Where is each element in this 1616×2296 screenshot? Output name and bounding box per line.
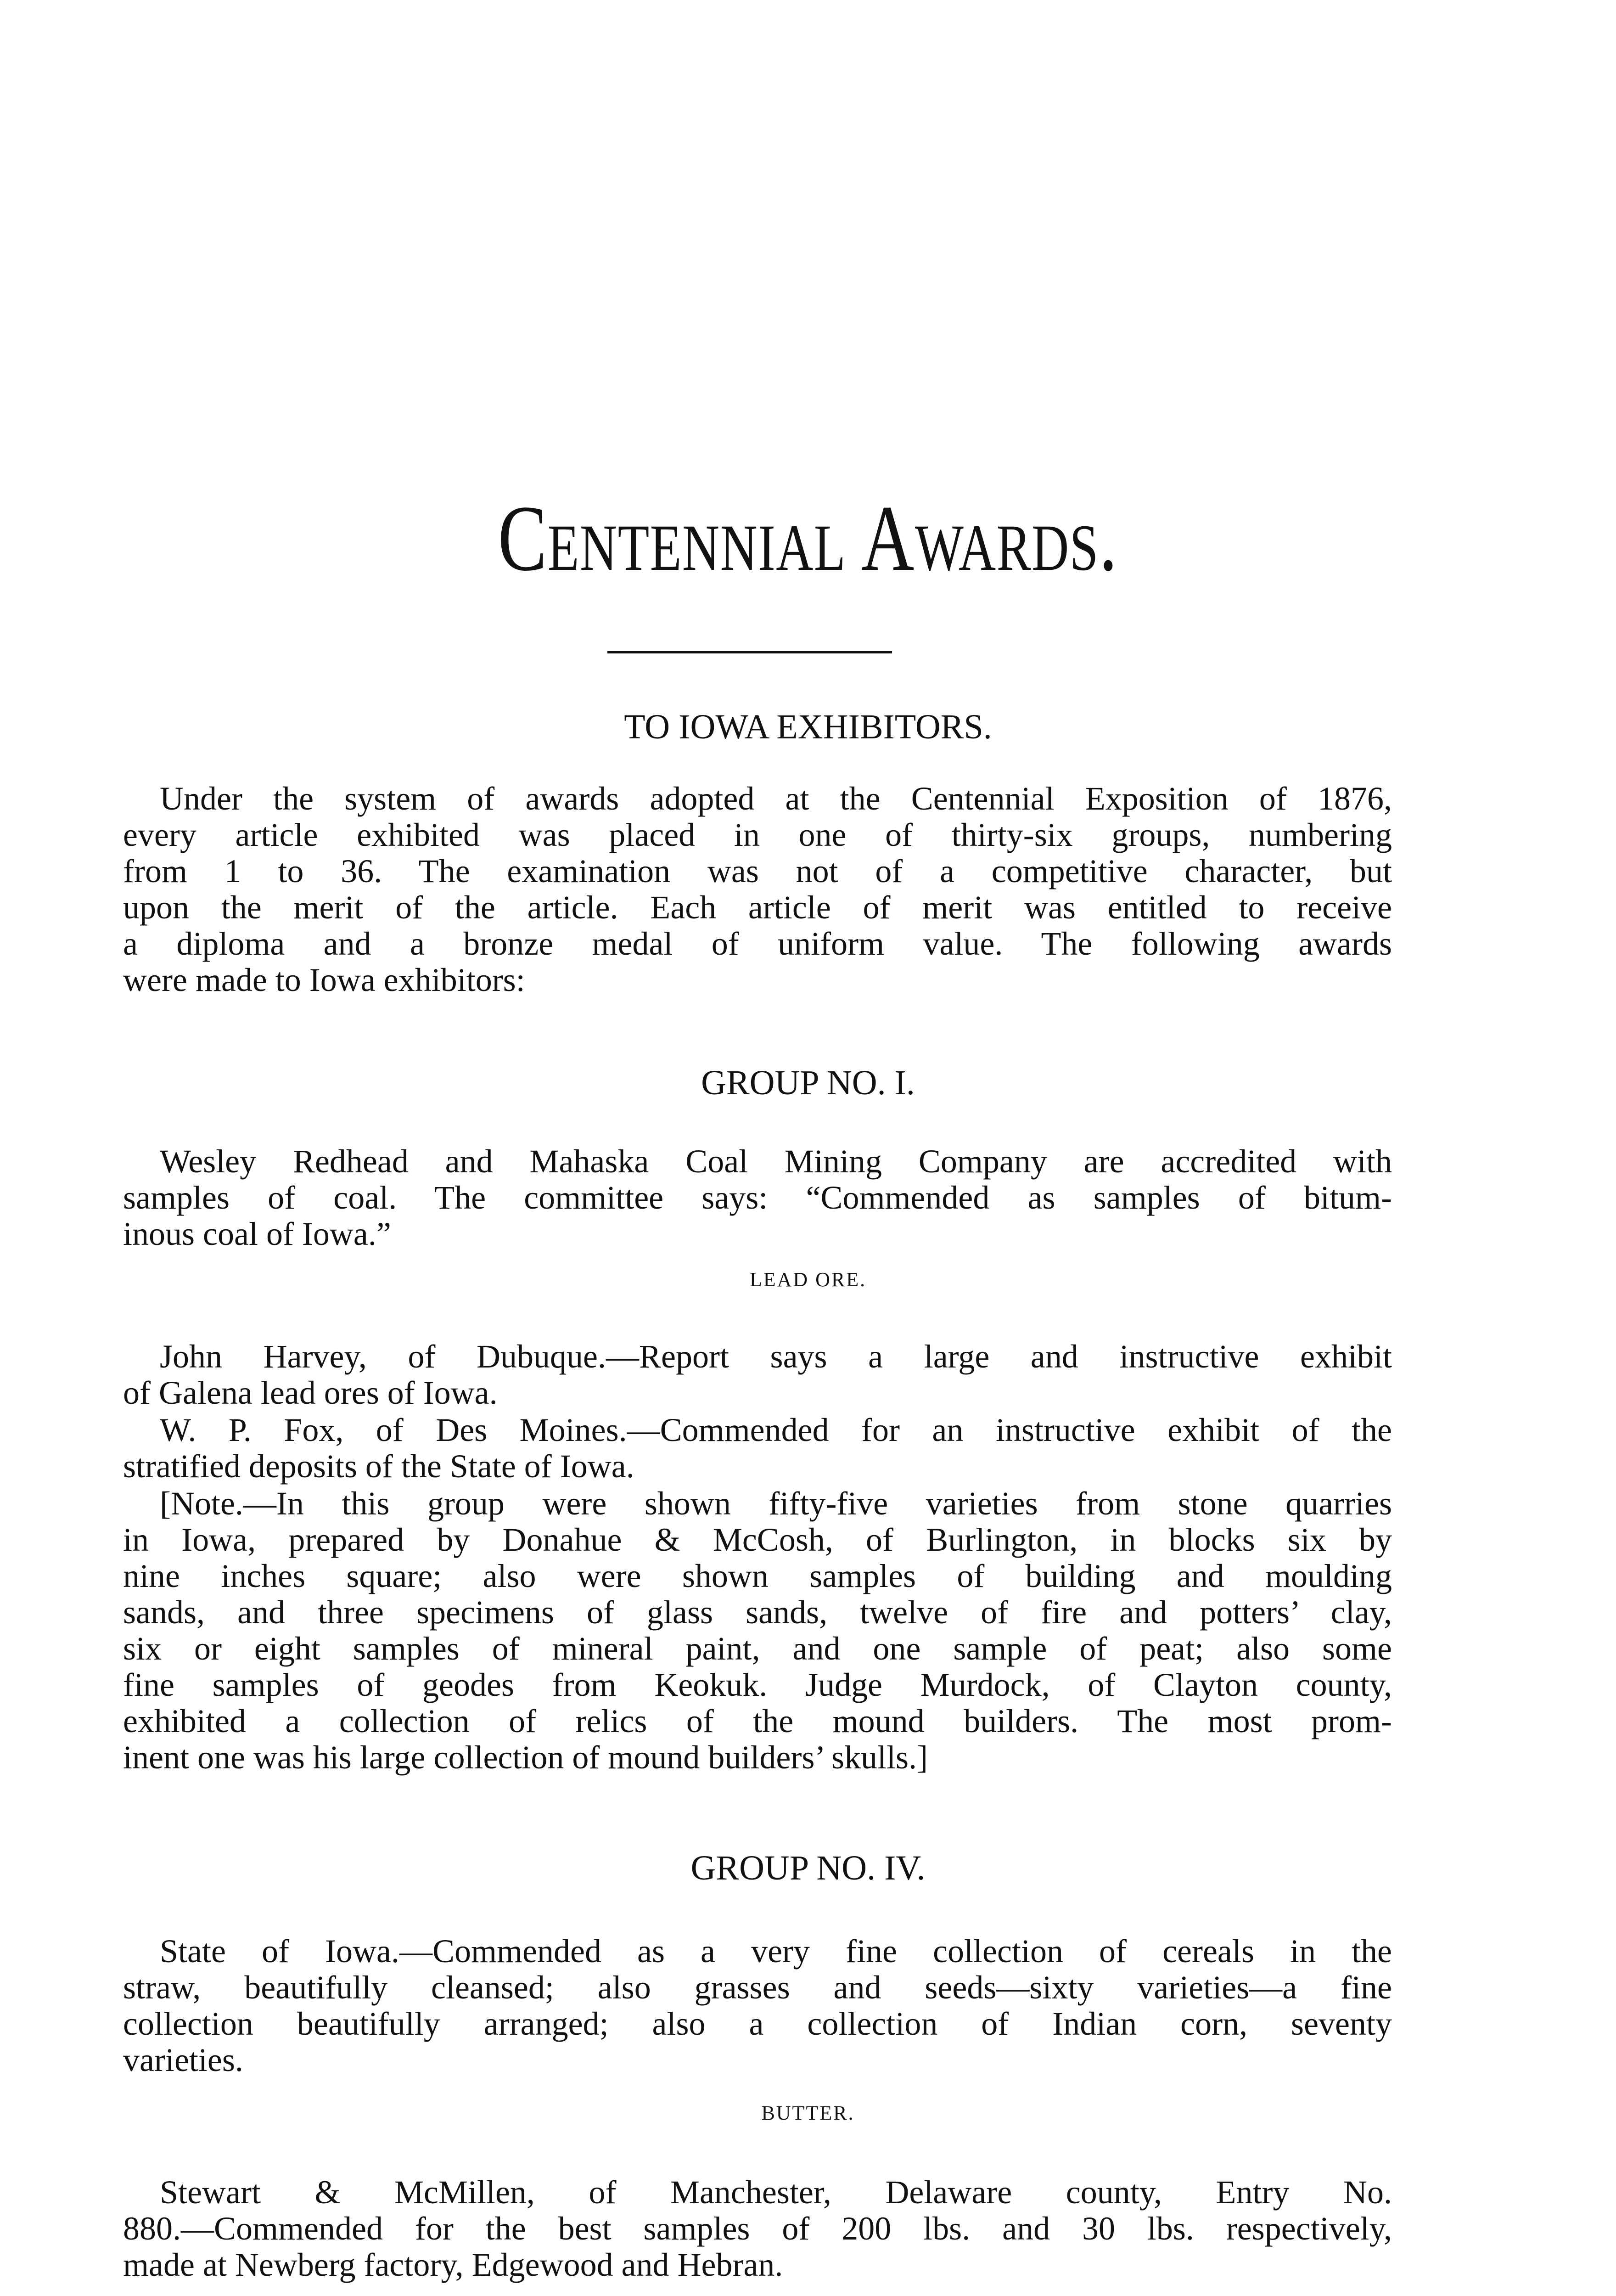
page-title: Centennial Awards. <box>498 486 1118 591</box>
wp-fox-paragraph <box>123 1412 1392 1485</box>
subtitle: TO IOWA EXHIBITORS. <box>624 708 992 746</box>
text-line: exhibited a collection of relics of the mound builders. The most prom- <box>123 1703 1392 1739</box>
text-line: of Galena lead ores of Iowa. <box>123 1374 498 1411</box>
title-divider <box>607 651 892 653</box>
text-line: nine inches square; also were shown samples of building and moulding <box>123 1558 1392 1594</box>
text-line: sands, and three specimens of glass sands, twelve of fire and potters’ clay, <box>123 1594 1392 1631</box>
text-line: from 1 to 36. The examination was not of a competitive character, but <box>123 853 1392 889</box>
text-line: State of Iowa.—Commended as a very fine collection of cereals in the <box>160 1933 1392 1970</box>
text-line: upon the merit of the article. Each article of merit was entitled to receive <box>123 889 1392 926</box>
text-line: six or eight samples of mineral paint, and one sample of peat; also some <box>123 1630 1392 1667</box>
text-line: every article exhibited was placed in one of thirty-six groups, numbering <box>123 816 1392 853</box>
note-paragraph <box>123 1486 1392 1776</box>
text-line: made at Newberg factory, Edgewood and Hebran. <box>123 2246 783 2283</box>
group-1-heading: GROUP NO. I. <box>701 1064 915 1102</box>
text-line: fine samples of geodes from Keokuk. Judge Murdock, of Clayton county, <box>123 1666 1392 1703</box>
intro-paragraph <box>123 781 1392 998</box>
text-line: inent one was his large collection of mound builders’ skulls.] <box>123 1739 928 1776</box>
text-line: Under the system of awards adopted at the Centennial Exposition of 1876, <box>160 780 1392 817</box>
group-1-coal-paragraph <box>123 1143 1392 1252</box>
text-line: varieties. <box>123 2042 243 2078</box>
text-line: samples of coal. The committee says: “Commended as samples of bitum- <box>123 1179 1392 1216</box>
stewart-mcmillen-paragraph <box>123 2174 1392 2283</box>
text-line: stratified deposits of the State of Iowa. <box>123 1448 634 1485</box>
text-line: a diploma and a bronze medal of uniform value. The following awards <box>123 925 1392 962</box>
text-line: straw, beautifully cleansed; also grasses and seeds—sixty varieties—a fine <box>123 1969 1392 2006</box>
group-4-heading: GROUP NO. IV. <box>690 1849 926 1887</box>
text-line: W. P. Fox, of Des Moines.—Commended for an instructive exhibit of the <box>160 1412 1392 1448</box>
text-line: in Iowa, prepared by Donahue & McCosh, of Burlington, in blocks six by <box>123 1521 1392 1558</box>
text-line: Wesley Redhead and Mahaska Coal Mining Company are accredited with <box>160 1143 1392 1180</box>
john-harvey-paragraph <box>123 1339 1392 1411</box>
state-of-iowa-paragraph <box>123 1933 1392 2078</box>
butter-subheading: BUTTER. <box>761 2102 855 2124</box>
text-line: collection beautifully arranged; also a collection of Indian corn, seventy <box>123 2005 1392 2042</box>
text-line: Stewart & McMillen, of Manchester, Delaware county, Entry No. <box>160 2174 1392 2211</box>
text-line: inous coal of Iowa.” <box>123 1216 391 1252</box>
text-line: 880.—Commended for the best samples of 200 lbs. and 30 lbs. respectively, <box>123 2210 1392 2247</box>
text-line: [Note.—In this group were shown fifty-five varieties from stone quarries <box>160 1485 1392 1522</box>
text-line: John Harvey, of Dubuque.—Report says a large and instructive exhibit <box>160 1338 1392 1375</box>
lead-ore-subheading: LEAD ORE. <box>749 1268 867 1291</box>
text-line: were made to Iowa exhibitors: <box>123 962 525 998</box>
